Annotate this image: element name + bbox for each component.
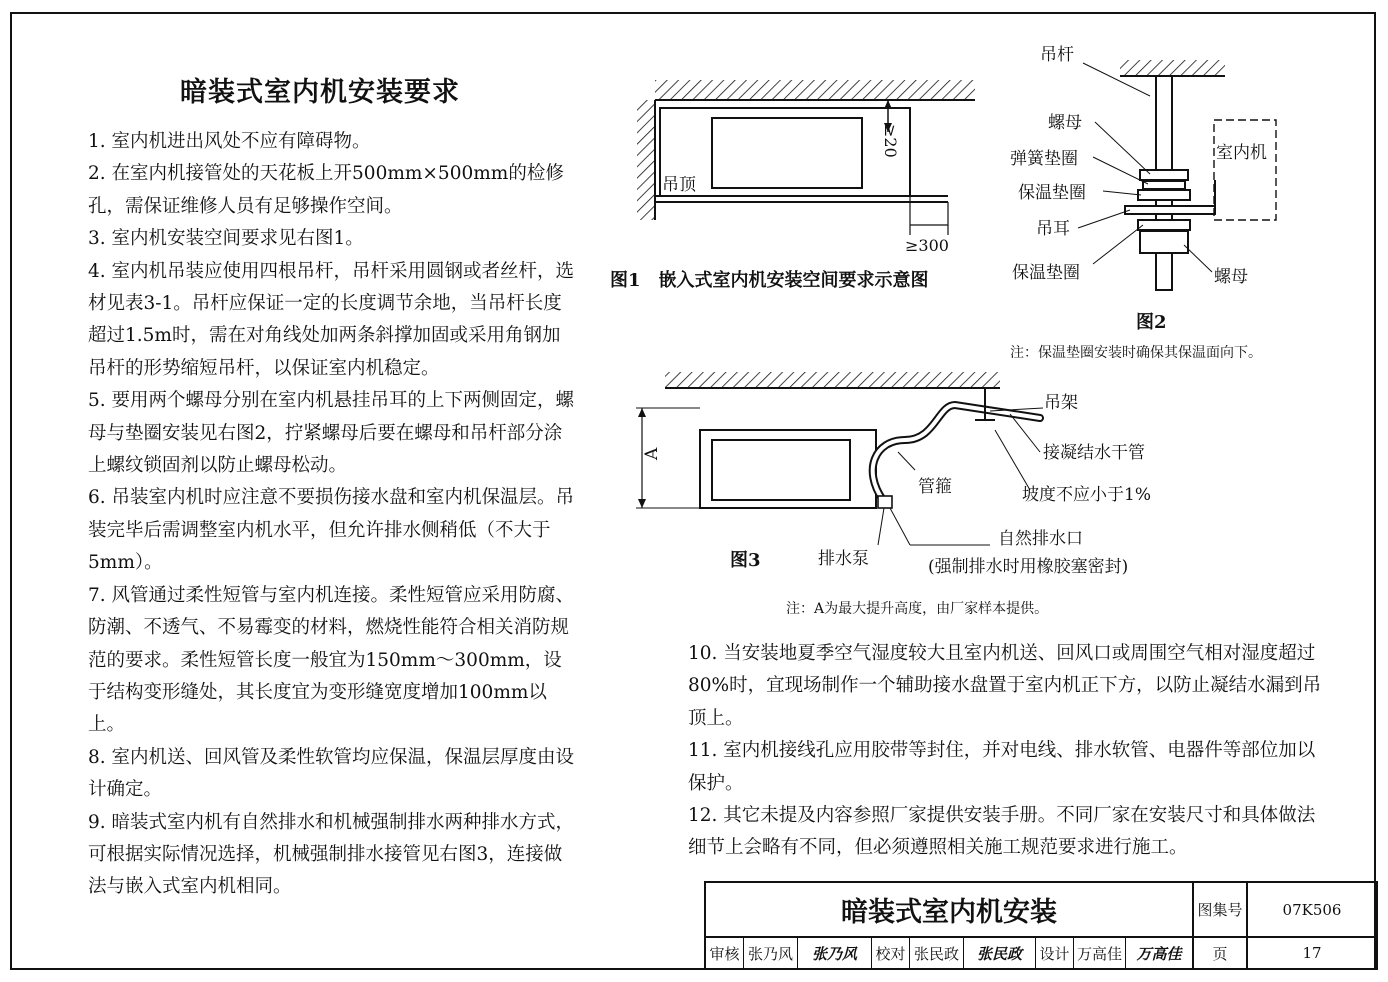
fig1-caption: 图1 嵌入式室内机安装空间要求示意图: [610, 270, 929, 291]
req-item-6: 6. 吊装室内机时应注意不要损伤接水盘和室内机保温层。吊装完毕后需调整室内机水平，但允许排水侧稍低（不大于5mm）。: [88, 487, 575, 574]
reviewer-signature: 张乃风: [798, 938, 872, 968]
checker-signature: 张民政: [964, 938, 1036, 968]
checker-name: 张民政: [910, 938, 964, 968]
check-label: 校对: [872, 938, 910, 968]
req-item-4: 4. 室内机吊装应使用四根吊杆，吊杆采用圆钢或者丝杆，选材见表3-1。吊杆应保证一定的长度调节余地，当吊杆长度超过1.5m时，需在对角线处加两条斜撑加固或采用角钢加吊杆的形势缩短吊杆，以保证室内机稳定。: [88, 260, 575, 379]
fig2-insul-washer-top-label: 保温垫圈: [1018, 183, 1086, 203]
reviewer-name: 张乃风: [744, 938, 798, 968]
figure-1: [637, 80, 975, 235]
fig2-note: 注：保温垫圈安装时确保其保温面向下。: [1010, 345, 1262, 361]
fig3-caption: 图3: [730, 550, 761, 571]
req-item-11: 11. 室内机接线孔应用胶带等封住，并对电线、排水软管、电器件等部位加以保护。: [688, 740, 1316, 794]
req-item-9: 9. 暗装式室内机有自然排水和机械强制排水两种排水方式，可根据实际情况选择，机械强制排水接管见右图3，连接做法与嵌入式室内机相同。: [88, 811, 575, 898]
drawing-title: 暗装式室内机安装: [706, 883, 1194, 938]
fig2-rod-label: 吊杆: [1040, 45, 1074, 65]
req-item-1: 1. 室内机进出风处不应有障碍物。: [88, 131, 371, 152]
figure-2: [1078, 60, 1276, 290]
fig2-spring-washer-label: 弹簧垫圈: [1010, 149, 1078, 169]
design-label: 设计: [1036, 938, 1074, 968]
fig3-hanger-label: 吊架: [1044, 393, 1078, 413]
fig1-dim-side: ≥300: [905, 236, 949, 255]
atlas-number: 07K506: [1248, 883, 1376, 938]
fig2-lug-label: 吊耳: [1036, 219, 1070, 239]
fig3-slope-label: 坡度不应小于1%: [1022, 485, 1151, 505]
req-item-8: 8. 室内机送、回风管及柔性软管均应保温，保温层厚度由设计确定。: [88, 746, 575, 801]
fig3-outlet-label: 自然排水口: [998, 529, 1083, 549]
page-title: 暗装式室内机安装要求: [180, 77, 460, 108]
title-block: [704, 881, 1378, 970]
figure-3: [636, 372, 1043, 545]
designer-signature: 万高佳: [1126, 938, 1194, 968]
page-number: 17: [1302, 944, 1322, 962]
fig2-caption: 图2: [1136, 312, 1167, 333]
requirements-right: [688, 638, 1328, 865]
fig1-ceiling-label: 吊顶: [662, 175, 696, 195]
fig3-outlet-note: (强制排水时用橡胶塞密封): [928, 557, 1129, 577]
fig1-dim-top: ≥20: [881, 124, 900, 158]
req-item-7: 7. 风管通过柔性短管与室内机连接。柔性短管应采用防腐、防潮、不透气、不易霉变的材料，燃烧性能符合相关消防规范的要求。柔性短管长度一般宜为150mm～300mm，设于结构变形缝处，其长度宜为变形缝宽度增加100mm以上。: [88, 584, 575, 736]
designer-name: 万高佳: [1074, 938, 1126, 968]
fig2-insul-washer-bottom-label: 保温垫圈: [1012, 263, 1080, 283]
req-item-12: 12. 其它未提及内容参照厂家提供安装手册。不同厂家在安装尺寸和具体做法细节上会略有不同，但必须遵照相关施工规范要求进行施工。: [688, 805, 1316, 859]
fig3-clamp-label: 管箍: [918, 477, 952, 497]
req-item-2: 2. 在室内机接管处的天花板上开500mm×500mm的检修孔，需保证维修人员有足够操作空间。: [88, 163, 564, 217]
fig3-pump-label: 排水泵: [818, 549, 869, 569]
req-item-5: 5. 要用两个螺母分别在室内机悬挂吊耳的上下两侧固定，螺母与垫圈安装见右图2，拧紧螺母后要在螺母和吊杆部分涂上螺纹锁固剂以防止螺母松动。: [88, 390, 575, 477]
fig2-unit-label: 室内机: [1216, 143, 1267, 163]
fig2-nut-top-label: 螺母: [1048, 113, 1082, 133]
req-item-3: 3. 室内机安装空间要求见右图1。: [88, 228, 364, 250]
atlas-label: 图集号: [1194, 883, 1248, 938]
review-label: 审核: [706, 938, 744, 968]
fig3-height-label: A: [642, 447, 662, 460]
fig3-note: 注：A为最大提升高度，由厂家样本提供。: [786, 601, 1049, 617]
fig3-drain-main-label: 接凝结水干管: [1043, 443, 1145, 463]
req-item-10: 10. 当安装地夏季空气湿度较大且室内机送、回风口或周围空气相对湿度超过80%时，宜现场制作一个辅助接水盘置于室内机正下方，以防止凝结水漏到吊顶上。: [688, 643, 1322, 729]
page-label: 页: [1194, 938, 1248, 968]
fig2-nut-bottom-label: 螺母: [1214, 267, 1248, 287]
